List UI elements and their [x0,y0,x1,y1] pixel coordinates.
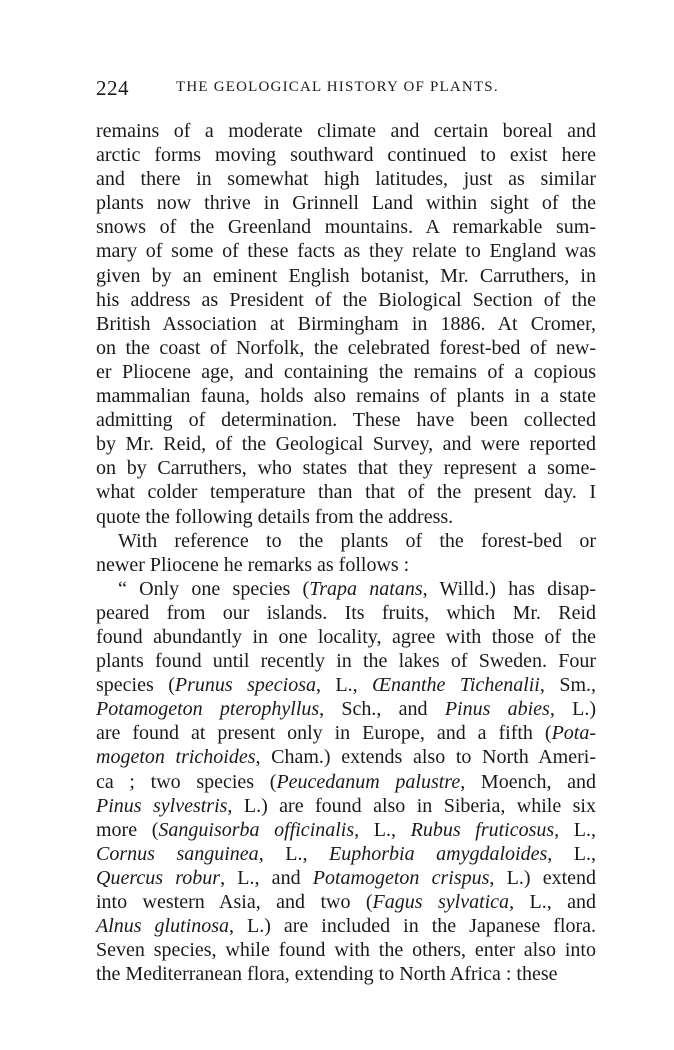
text-run: , L., and [509,891,597,913]
text-run: , Sch., and [319,698,445,721]
italic-species-name: Alnus glutinosa [96,915,230,938]
text-run: arctic forms moving southward continued to exist here [96,144,596,167]
text-line [96,577,596,601]
text-line [96,408,596,432]
italic-species-name: Euphorbia amygdaloides [329,842,548,865]
text-run: peared from our islands. Its fruits, which Mr. Reid [96,601,596,624]
text-line [96,480,596,504]
text-run: quote the following details from the address. [96,505,454,528]
italic-species-name: Pota- [551,722,596,745]
text-line [96,215,596,239]
italic-species-name: Fagus sylvatica [372,891,510,913]
italic-species-name: Prunus speciosa [174,674,316,697]
text-run: by Mr. Reid, of the Geological Survey, and were reported [96,433,596,456]
text-line [96,119,596,143]
italic-species-name: Potamogeton crispus [312,866,490,889]
text-line [96,601,596,625]
italic-species-name: Cornus sanguinea [96,842,259,865]
text-run: the Mediterranean flora, extending to North Africa : these [96,963,558,986]
text-run: mary of some of these facts as they relate to England was [96,240,596,263]
text-run: With reference to the plants of the forest-bed or [118,529,596,552]
text-run: admitting of determination. These have been collected [96,409,596,432]
text-run: “ Only one species ( [118,577,310,600]
text-run: newer Pliocene he remarks as follows : [96,553,410,576]
text-line [96,264,596,288]
page-header [96,76,596,100]
text-run: , L.) are found also in Siberia, while six [227,794,596,817]
text-line [96,745,596,769]
italic-species-name: Trapa natans [309,577,423,600]
italic-species-name: Pinus sylvestris [96,794,228,817]
text-run: , L., [258,842,330,865]
text-line [96,673,596,697]
text-run: Seven species, while found with the others, enter also into [96,939,596,962]
text-run: , L., [354,818,411,841]
text-line [96,649,596,673]
italic-species-name: Potamogeton pterophyllus [96,698,320,721]
text-line [96,312,596,336]
text-line [96,360,596,384]
italic-species-name: Pinus abies [444,698,550,721]
text-run: British Association at Birmingham in 1886. At Cromer, [96,312,596,335]
text-line [96,721,596,745]
text-line [96,288,596,312]
text-run: , Cham.) extends also to North Ameri- [255,746,596,769]
text-line [96,239,596,263]
text-line [96,456,596,480]
italic-species-name: Peucedanum palustre [276,770,461,793]
text-run: , L.) [549,698,596,721]
text-line [96,890,596,914]
text-run: into western Asia, and two ( [96,891,373,913]
text-run: ca ; two species ( [96,770,277,793]
text-run: , L.) are included in the Japanese flora. [229,915,596,938]
text-run: on by Carruthers, who states that they represent a some- [96,457,596,480]
text-run: , L., and [220,866,313,889]
text-line [96,191,596,215]
italic-species-name: Rubus fruticosus [410,818,555,841]
text-line [96,914,596,938]
text-line [96,794,596,818]
text-run: , L.) extend [489,866,596,889]
text-line [96,697,596,721]
text-run: er Pliocene age, and containing the remains of a copious [96,360,596,383]
italic-species-name: Œnanthe Tichenalii [372,674,540,697]
text-run: , L., [547,842,597,865]
text-run: , Moench, and [460,770,597,793]
text-line [96,962,596,986]
text-line [96,167,596,191]
text-line [96,529,596,553]
text-line [96,866,596,890]
text-run: , Sm., [539,674,597,697]
text-run: more ( [96,818,159,841]
text-run: given by an eminent English botanist, Mr. Carruthers, in [96,264,596,287]
text-run: species ( [96,674,175,697]
italic-species-name: mogeton trichoides [96,746,256,769]
running-head: THE GEOLOGICAL HISTORY OF PLANTS. [176,79,499,95]
text-run: what colder temperature than that of the present day. I [96,481,596,504]
text-line [96,625,596,649]
page-number: 224 [96,76,129,100]
text-run: on the coast of Norfolk, the celebrated forest-bed of new- [96,336,596,359]
text-line [96,336,596,360]
italic-species-name: Sanguisorba officinalis [158,818,355,841]
text-line [96,384,596,408]
italic-species-name: Quercus robur [96,866,221,889]
text-run: plants now thrive in Grinnell Land within sight of the [96,192,596,215]
text-run: , L., [554,818,597,841]
text-run: mammalian fauna, holds also remains of plants in a state [96,385,596,408]
text-run: are found at present only in Europe, and a fifth ( [96,722,552,745]
text-run: found abundantly in one locality, agree with those of the [96,625,596,648]
text-line [96,842,596,866]
text-run: remains of a moderate climate and certain boreal and [96,120,596,142]
text-line [96,938,596,962]
text-run: plants found until recently in the lakes of Sweden. Four [96,650,596,673]
body-text [96,119,596,986]
text-run: , L., [315,674,373,697]
text-line [96,553,596,577]
text-line [96,432,596,456]
text-run: snows of the Greenland mountains. A remarkable sum- [96,216,596,239]
text-line [96,143,596,167]
text-run: his address as President of the Biological Section of the [96,288,596,311]
text-line [96,505,596,529]
text-line [96,818,596,842]
text-line [96,770,596,794]
text-run: , Willd.) has disap- [422,577,596,600]
text-run: and there in somewhat high latitudes, just as similar [96,168,596,191]
